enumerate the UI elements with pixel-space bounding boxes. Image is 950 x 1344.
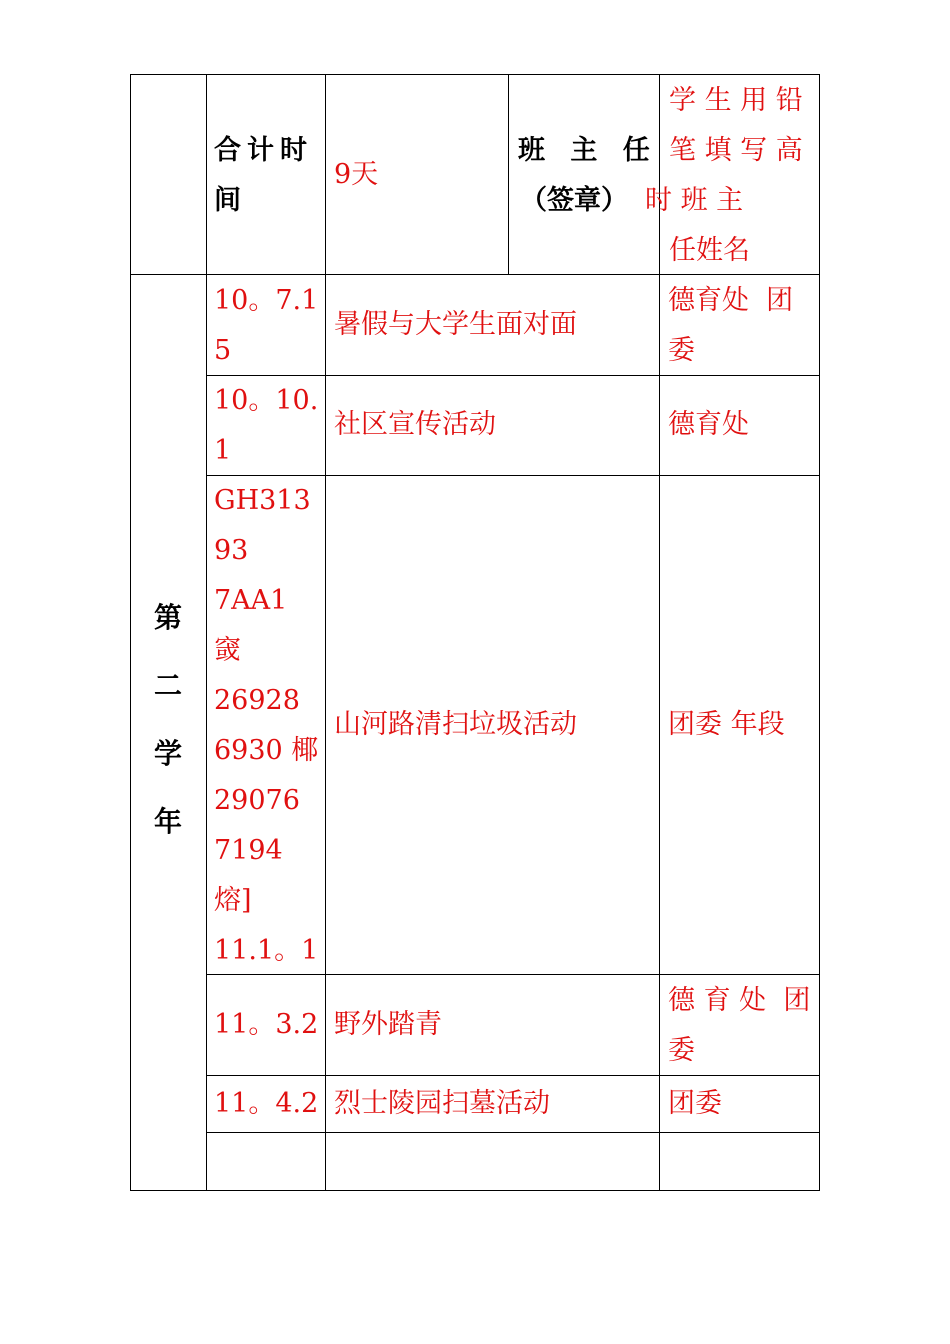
row-activity — [334, 400, 654, 450]
row-org-line: 委 — [668, 1035, 695, 1066]
row-activity-text: 社区宣传活动 — [334, 409, 496, 440]
row-date-line: 11。3.2 — [214, 1009, 319, 1040]
row-org — [668, 400, 818, 450]
section-label-char: 年 — [153, 805, 182, 838]
row-date-line: 93 — [214, 535, 249, 566]
row-activity-text: 野外踏青 — [334, 1009, 442, 1040]
total-time-value-text: 9天 — [334, 159, 379, 190]
grid-line — [130, 1190, 820, 1191]
head-teacher-note-line1: 学 生 用 铅 — [669, 85, 803, 116]
row-activity — [334, 300, 654, 350]
row-activity-text: 暑假与大学生面对面 — [334, 309, 577, 340]
grid-line — [325, 74, 326, 1191]
row-activity — [334, 1079, 654, 1129]
grid-line — [130, 74, 820, 75]
row-date — [214, 276, 324, 376]
row-activity-text: 山河路清扫垃圾活动 — [334, 709, 577, 740]
row-date-line: 1 — [214, 435, 232, 466]
row-date — [214, 476, 324, 976]
row-date — [214, 1079, 324, 1129]
row-date-line: 6930 椰 — [214, 735, 319, 766]
total-time-value — [334, 150, 504, 200]
row-date — [214, 1000, 324, 1050]
row-activity — [334, 1000, 654, 1050]
row-date-line: 窢 — [214, 635, 241, 666]
row-org — [668, 276, 818, 376]
row-org — [668, 700, 818, 750]
row-org — [668, 1079, 818, 1129]
total-time-label — [214, 126, 322, 226]
row-org-line: 团委 年段 — [668, 709, 785, 740]
row-date-line: 26928 — [214, 685, 300, 716]
row-date-line: 5 — [214, 335, 232, 366]
row-org-line: 委 — [668, 335, 695, 366]
row-org-line: 德 育 处 团 — [668, 985, 811, 1016]
row-org — [668, 976, 818, 1076]
head-teacher-note-line2: 笔 填 写 高 — [669, 135, 803, 166]
head-teacher-label — [518, 126, 658, 226]
row-empty — [214, 1136, 814, 1186]
row-org-line: 德育处 — [668, 409, 749, 440]
row-date-line: GH313 — [214, 485, 311, 516]
head-teacher-note-line3: 时 班 主 — [645, 185, 744, 216]
row-date-line: 10。7.1 — [214, 285, 319, 316]
row-activity — [334, 700, 654, 750]
section-label — [130, 584, 206, 856]
row-date-line: 11。4.2 — [214, 1088, 319, 1119]
head-teacher-note — [645, 76, 820, 276]
row-date-line: 10。10. — [214, 385, 319, 416]
section-label-char: 学 — [153, 737, 182, 770]
row-date-line: 29076 — [214, 785, 300, 816]
head-teacher-note-line4: 任姓名 — [669, 235, 750, 266]
head-teacher-label-line1: 班 主 任 — [518, 135, 658, 166]
row-date-line: 11.1。1 — [214, 935, 319, 966]
section-label-char: 第 — [153, 601, 182, 634]
total-time-label-text: 合计时间 — [214, 135, 313, 216]
section-label-char: 二 — [153, 669, 182, 702]
row-date-line: 7AA1 — [214, 585, 288, 616]
row-org-line: 德育处 团 — [668, 285, 794, 316]
grid-line — [508, 74, 509, 274]
head-teacher-label-line2: （签章） — [520, 185, 628, 216]
row-date-line: 7194 — [214, 835, 283, 866]
grid-line — [206, 1132, 820, 1133]
row-date-line: 熔] — [214, 885, 252, 916]
row-org-line: 团委 — [668, 1088, 722, 1119]
grid-line — [206, 74, 207, 1191]
row-date — [214, 376, 324, 476]
row-activity-text: 烈士陵园扫墓活动 — [334, 1088, 550, 1119]
